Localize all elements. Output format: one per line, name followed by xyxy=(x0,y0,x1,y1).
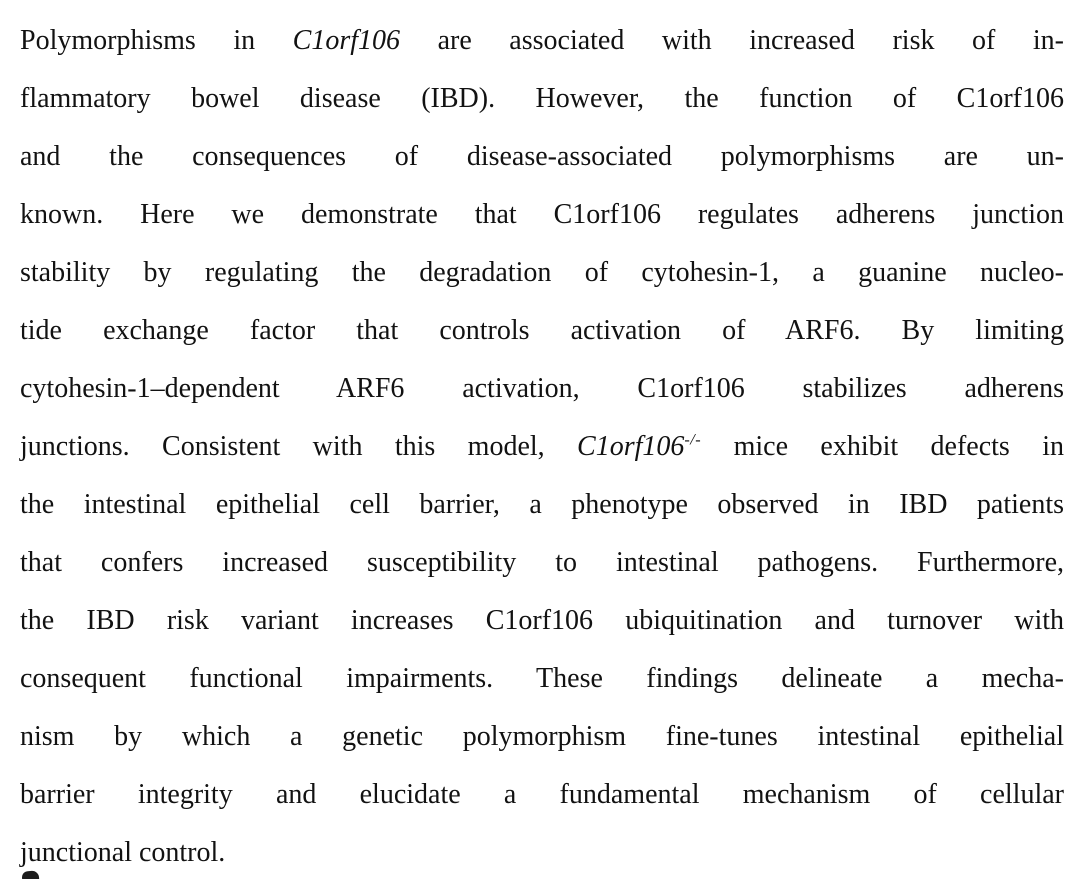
gene-name-italic: C1orf106 xyxy=(292,25,401,56)
text-line xyxy=(20,534,1064,592)
text-segment: barrier integrity and elucidate a fundamental mechanism of cellular xyxy=(20,779,1064,810)
text-line xyxy=(20,302,1064,360)
text-segment: cytohesin-1–dependent ARF6 activation, C1orf106 stabilizes adherens xyxy=(20,373,1064,404)
text-line xyxy=(20,592,1064,650)
text-segment: the IBD risk variant increases C1orf106 ubiquitination and turnover with xyxy=(20,605,1064,636)
text-line xyxy=(20,244,1064,302)
text-line xyxy=(20,128,1064,186)
text-segment: Polymorphisms in xyxy=(20,25,293,56)
text-line-last xyxy=(20,824,1064,879)
cropped-text-fragment xyxy=(22,870,40,879)
text-segment: are associated with increased risk of in- xyxy=(400,25,1064,56)
text-segment: consequent functional impairments. These findings delineate a mecha- xyxy=(20,663,1064,694)
text-line xyxy=(20,70,1064,128)
text-line xyxy=(20,708,1064,766)
text-line xyxy=(20,418,1064,476)
gene-name-italic: C1orf106 xyxy=(577,431,685,462)
text-segment: the intestinal epithelial cell barrier, a phenotype observed in IBD patients xyxy=(20,489,1064,520)
text-segment: junctional control. xyxy=(20,837,226,868)
text-segment: tide exchange factor that controls activation of ARF6. By limiting xyxy=(20,315,1064,346)
knockout-superscript: -/- xyxy=(684,430,702,449)
text-segment: and the consequences of disease-associated polymorphisms are un- xyxy=(20,141,1064,172)
text-segment: stability by regulating the degradation of cytohesin-1, a guanine nucleo- xyxy=(20,257,1064,288)
text-segment: flammatory bowel disease (IBD). However, the function of C1orf106 xyxy=(20,83,1064,114)
text-line xyxy=(20,476,1064,534)
text-line xyxy=(20,186,1064,244)
text-line xyxy=(20,766,1064,824)
text-segment: mice exhibit defects in xyxy=(701,431,1064,462)
text-segment: nism by which a genetic polymorphism fine-tunes intestinal epithelial xyxy=(20,721,1064,752)
text-segment: junctions. Consistent with this model, xyxy=(20,431,578,462)
text-segment: that confers increased susceptibility to intestinal pathogens. Furthermore, xyxy=(20,547,1064,578)
text-segment: known. Here we demonstrate that C1orf106 regulates adherens junction xyxy=(20,199,1064,230)
text-line xyxy=(20,12,1064,70)
text-line xyxy=(20,360,1064,418)
text-line xyxy=(20,650,1064,708)
